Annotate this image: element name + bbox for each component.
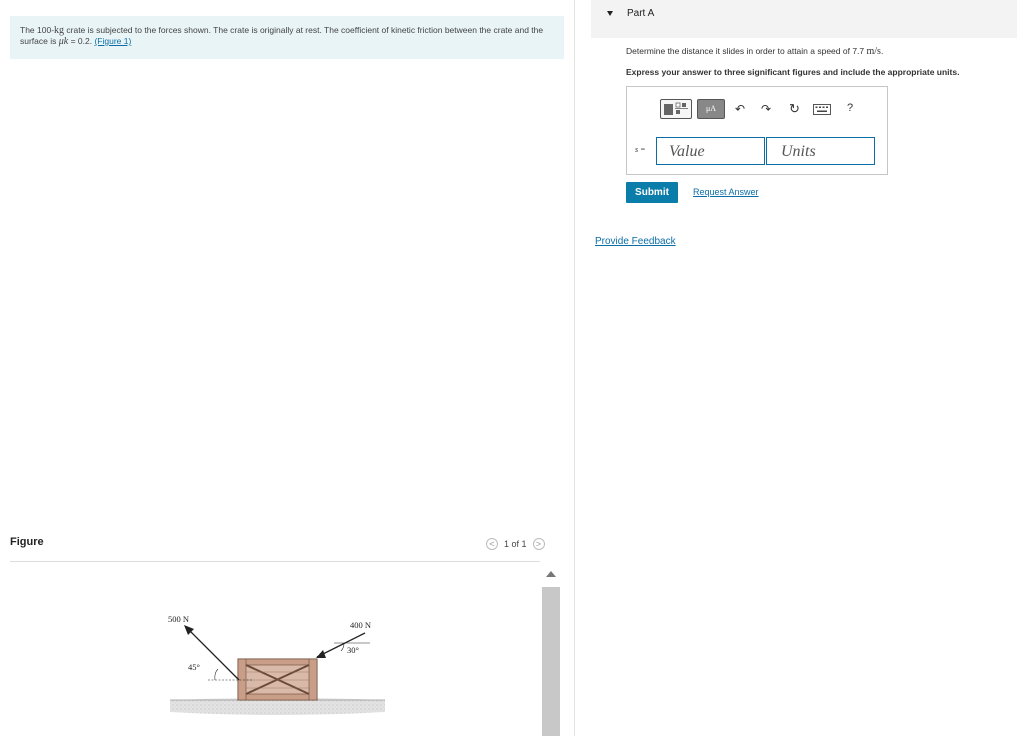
- crate-force-diagram: [160, 600, 400, 720]
- figure-scrollbar[interactable]: [541, 567, 561, 736]
- templates-button[interactable]: [660, 99, 692, 119]
- undo-icon[interactable]: ↶: [735, 102, 746, 116]
- force-left-label: 500 N: [168, 614, 190, 624]
- scroll-up-arrow-icon[interactable]: [546, 571, 556, 577]
- answer-variable-label: s =: [635, 145, 646, 154]
- problem-statement: [10, 16, 564, 59]
- provide-feedback-link[interactable]: Provide Feedback: [595, 236, 676, 247]
- ground-surface: [170, 698, 385, 715]
- redo-icon[interactable]: ↷: [761, 102, 772, 116]
- collapse-caret-icon[interactable]: [607, 11, 613, 16]
- question-text: [626, 46, 883, 57]
- instruction-text: Express your answer to three significant figures and include the appropriate units.: [626, 67, 960, 77]
- request-answer-link[interactable]: Request Answer: [693, 187, 759, 197]
- part-a-header[interactable]: [591, 0, 1017, 38]
- friction-coefficient-value: = 0.2.: [68, 36, 95, 46]
- question-text-end: .: [880, 46, 884, 56]
- reset-icon[interactable]: ↻: [789, 101, 800, 116]
- keyboard-icon[interactable]: [813, 104, 831, 115]
- answer-entry-box: [626, 86, 888, 175]
- submit-button[interactable]: Submit: [626, 182, 678, 203]
- angle-right-label: 30°: [347, 645, 359, 655]
- scrollbar-thumb[interactable]: [542, 587, 560, 736]
- force-right-label: 400 N: [350, 620, 372, 630]
- part-title: Part A: [627, 8, 655, 19]
- problem-text-start: The 100-: [20, 25, 55, 35]
- value-input[interactable]: Value: [656, 137, 765, 165]
- mass-unit: kg: [54, 25, 65, 36]
- greek-symbols-button[interactable]: μA: [697, 99, 725, 119]
- prev-figure-button[interactable]: <: [486, 538, 498, 550]
- friction-coefficient-symbol: μk: [58, 36, 69, 47]
- next-figure-button[interactable]: >: [533, 538, 545, 550]
- figure-link[interactable]: (Figure 1): [94, 36, 132, 46]
- templates-icon: [661, 100, 691, 118]
- help-icon[interactable]: ?: [847, 102, 854, 114]
- crate-icon: [238, 659, 317, 700]
- figure-page-count: 1 of 1: [504, 539, 527, 549]
- speed-unit: m/s: [866, 46, 881, 57]
- angle-left-label: 45°: [188, 662, 200, 672]
- force-arrow-right-icon: [316, 650, 326, 658]
- figure-heading: Figure: [10, 536, 44, 548]
- figure-pager: [486, 538, 545, 550]
- problem-text-middle: crate is subjected to the forces shown. The crate is originally at rest. The coefficient of kinetic friction between the crate and the surface is: [20, 25, 544, 46]
- column-divider: [574, 0, 575, 736]
- units-input[interactable]: Units: [766, 137, 875, 165]
- figure-divider: [10, 561, 540, 562]
- question-text-start: Determine the distance it slides in order to attain a speed of 7.7: [626, 46, 867, 56]
